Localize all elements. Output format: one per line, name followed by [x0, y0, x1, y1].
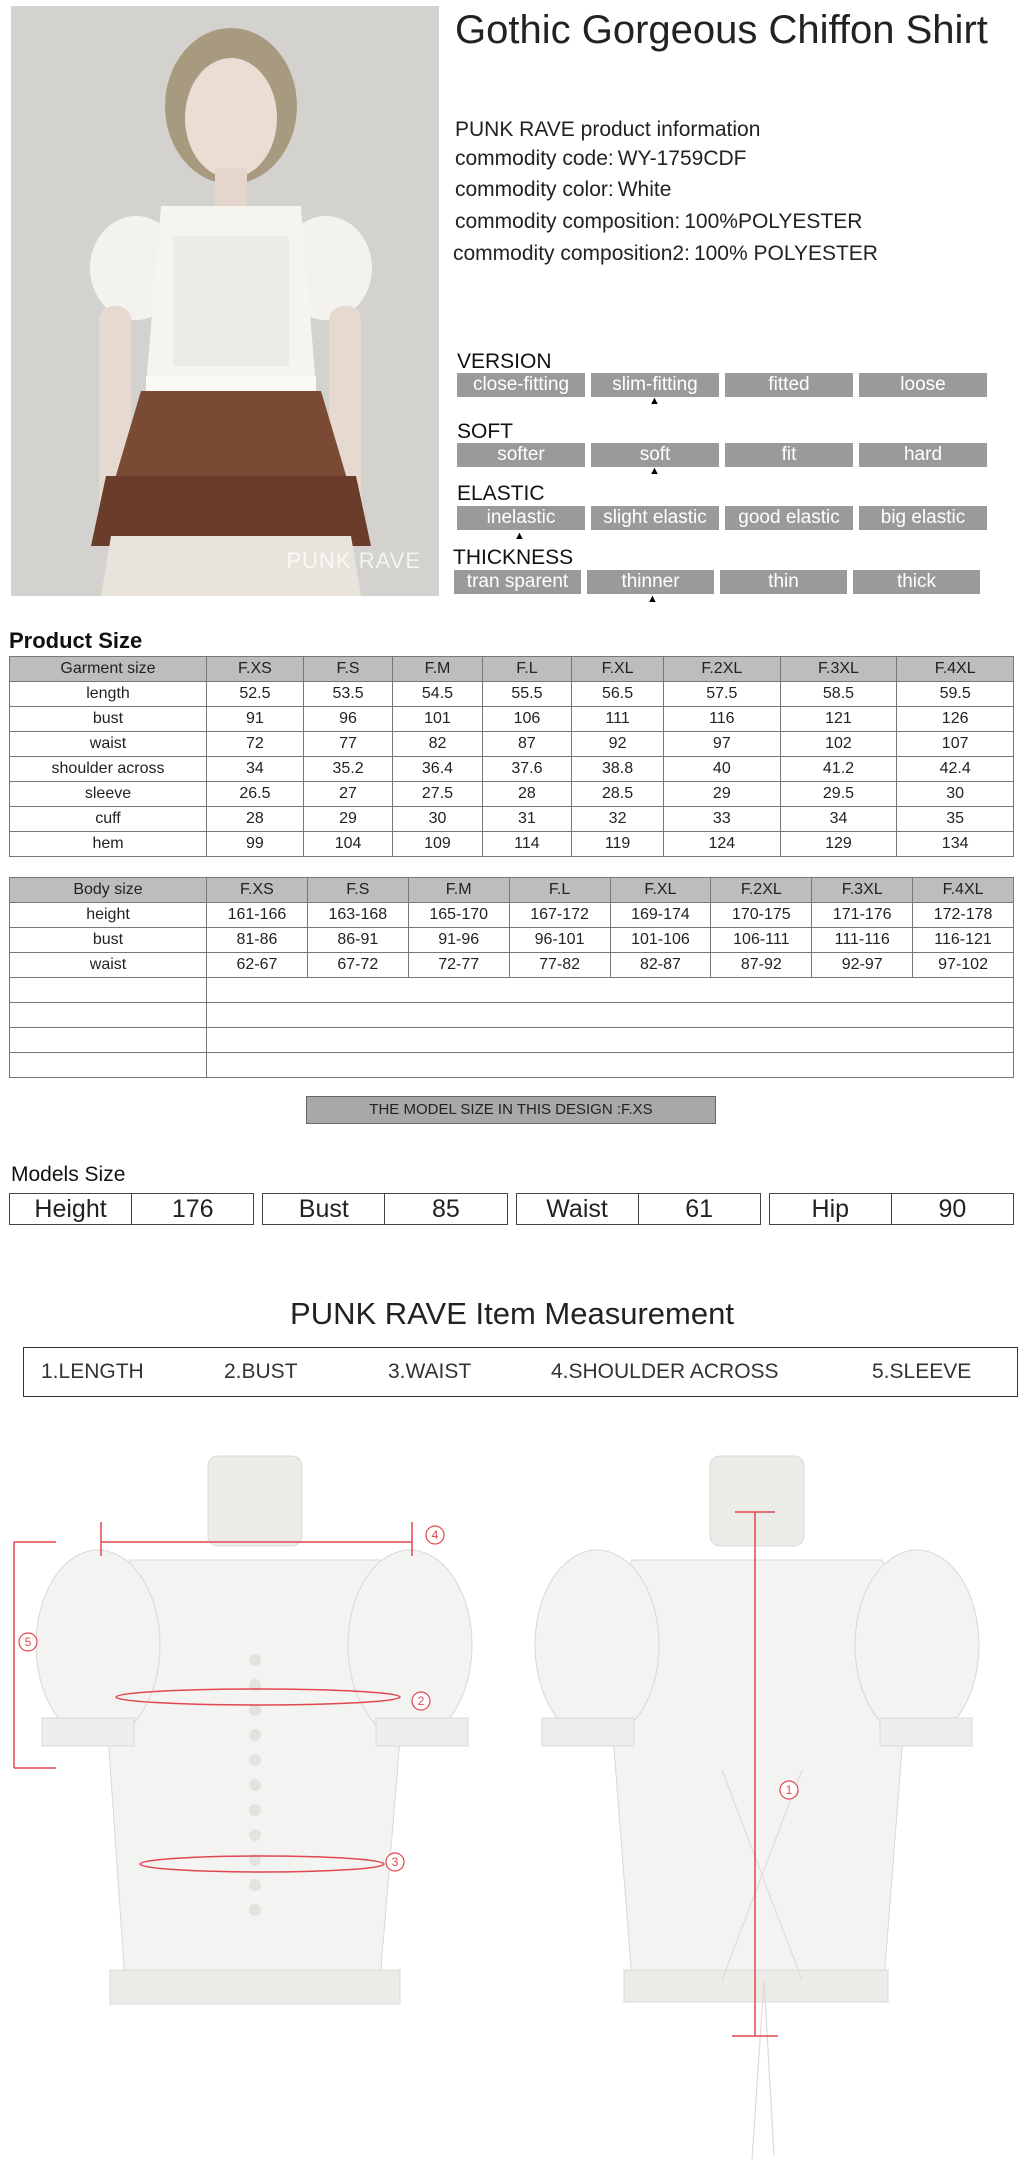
table-row — [10, 732, 1014, 757]
measurement-item: 3.WAIST — [388, 1360, 472, 1383]
table-cell: 27.5 — [393, 782, 482, 807]
table-cell: 124 — [664, 832, 781, 857]
table-cell: 167-172 — [509, 903, 610, 928]
table-cell: bust — [10, 707, 207, 732]
table-cell: 96-101 — [509, 928, 610, 953]
table-header-cell: F.XS — [207, 878, 308, 903]
table-header-cell: F.XL — [610, 878, 711, 903]
soft-option: fit — [725, 443, 853, 467]
info-heading: PUNK RAVE product information — [455, 118, 761, 141]
table-cell: 42.4 — [897, 757, 1014, 782]
table-row — [10, 707, 1014, 732]
table-header-cell: Body size — [10, 878, 207, 903]
table-header-cell: F.3XL — [812, 878, 913, 903]
table-cell: 86-91 — [307, 928, 408, 953]
thickness-option: thick — [853, 570, 980, 594]
table-cell: 104 — [303, 832, 392, 857]
table-row — [10, 928, 1014, 953]
table-cell: shoulder across — [10, 757, 207, 782]
table-row — [10, 832, 1014, 857]
table-cell: 171-176 — [812, 903, 913, 928]
empty-row — [10, 1003, 1014, 1028]
table-cell: 102 — [780, 732, 897, 757]
table-cell: 107 — [897, 732, 1014, 757]
table-cell: 81-86 — [207, 928, 308, 953]
models-size-row — [9, 1193, 1014, 1225]
measurement-item: 5.SLEEVE — [872, 1360, 972, 1383]
version-indicator-icon: ▲ — [649, 395, 660, 407]
models-size-heading: Models Size — [11, 1163, 126, 1186]
table-cell: 92 — [572, 732, 664, 757]
table-cell: 172-178 — [913, 903, 1014, 928]
measurement-legend — [23, 1347, 1018, 1397]
table-cell: 52.5 — [207, 682, 304, 707]
elastic-label: ELASTIC — [457, 482, 545, 505]
table-cell: 58.5 — [780, 682, 897, 707]
soft-option: soft — [591, 443, 719, 467]
table-cell: waist — [10, 953, 207, 978]
table-cell: 33 — [664, 807, 781, 832]
product-title: Gothic Gorgeous Chiffon Shirt — [455, 8, 988, 52]
version-scale — [457, 373, 987, 397]
measurement-item: 2.BUST — [224, 1360, 298, 1383]
table-cell: 82 — [393, 732, 482, 757]
table-cell: 101-106 — [610, 928, 711, 953]
table-cell: 126 — [897, 707, 1014, 732]
model-measure-value: 85 — [432, 1195, 460, 1223]
table-cell: 134 — [897, 832, 1014, 857]
table-cell: 111-116 — [812, 928, 913, 953]
model-measure — [516, 1193, 761, 1225]
model-measure — [9, 1193, 254, 1225]
table-row — [10, 757, 1014, 782]
thickness-label: THICKNESS — [453, 546, 574, 569]
table-header-cell: F.4XL — [897, 657, 1014, 682]
table-cell: 32 — [572, 807, 664, 832]
table-cell: 56.5 — [572, 682, 664, 707]
table-cell: 31 — [482, 807, 571, 832]
table-cell: sleeve — [10, 782, 207, 807]
table-cell: 59.5 — [897, 682, 1014, 707]
table-header-cell: F.M — [393, 657, 482, 682]
table-cell: 40 — [664, 757, 781, 782]
table-header-cell: F.M — [408, 878, 509, 903]
model-measure-label: Hip — [770, 1194, 892, 1224]
commodity-code — [455, 147, 747, 171]
table-cell: 30 — [393, 807, 482, 832]
table-cell: 99 — [207, 832, 304, 857]
table-cell: 34 — [780, 807, 897, 832]
table-cell: 87-92 — [711, 953, 812, 978]
table-cell: 101 — [393, 707, 482, 732]
table-row — [10, 953, 1014, 978]
color-label: commodity color: — [455, 178, 614, 201]
table-header-cell: F.4XL — [913, 878, 1014, 903]
model-measure-value: 61 — [685, 1195, 714, 1223]
marker-4: 4 — [431, 1528, 439, 1542]
commodity-color — [455, 178, 671, 202]
table-cell: 109 — [393, 832, 482, 857]
model-measure-label: Height — [10, 1194, 132, 1224]
table-cell: 26.5 — [207, 782, 304, 807]
model-measure — [769, 1193, 1014, 1225]
thickness-option: tran sparent — [454, 570, 581, 594]
table-cell: 169-174 — [610, 903, 711, 928]
comp2-value: 100% POLYESTER — [693, 242, 878, 265]
table-cell: 82-87 — [610, 953, 711, 978]
table-cell: height — [10, 903, 207, 928]
table-cell: 92-97 — [812, 953, 913, 978]
table-cell: 28.5 — [572, 782, 664, 807]
table-cell: 54.5 — [393, 682, 482, 707]
soft-indicator-icon: ▲ — [649, 465, 660, 477]
empty-row — [10, 1053, 1014, 1078]
table-header-row — [10, 878, 1014, 903]
table-cell: 77-82 — [509, 953, 610, 978]
table-cell: waist — [10, 732, 207, 757]
elastic-option: good elastic — [725, 506, 853, 530]
table-header-cell: F.L — [482, 657, 571, 682]
measurement-title: PUNK RAVE Item Measurement — [290, 1296, 734, 1331]
model-measure-label: Waist — [517, 1194, 639, 1224]
elastic-option: big elastic — [859, 506, 987, 530]
measurement-item: 1.LENGTH — [41, 1360, 144, 1383]
table-cell: 165-170 — [408, 903, 509, 928]
table-cell: hem — [10, 832, 207, 857]
table-cell: 72 — [207, 732, 304, 757]
soft-option: softer — [457, 443, 585, 467]
table-cell: 72-77 — [408, 953, 509, 978]
color-value: White — [617, 178, 672, 201]
table-cell: 29.5 — [780, 782, 897, 807]
table-row — [10, 807, 1014, 832]
version-label: VERSION — [457, 350, 552, 373]
table-row — [10, 782, 1014, 807]
garment-size-table — [9, 656, 1014, 857]
commodity-composition — [455, 210, 862, 234]
table-cell: 91 — [207, 707, 304, 732]
table-cell: 129 — [780, 832, 897, 857]
table-cell: 91-96 — [408, 928, 509, 953]
empty-row — [10, 1028, 1014, 1053]
code-label: commodity code: — [455, 147, 614, 170]
product-photo — [11, 6, 439, 596]
table-cell: 53.5 — [303, 682, 392, 707]
measurement-item: 4.SHOULDER ACROSS — [551, 1360, 779, 1383]
table-cell: 119 — [572, 832, 664, 857]
table-header-cell: F.XS — [207, 657, 304, 682]
watermark: PUNK RAVE — [286, 548, 421, 573]
version-option: loose — [859, 373, 987, 397]
table-cell: 170-175 — [711, 903, 812, 928]
table-cell: 30 — [897, 782, 1014, 807]
marker-2: 2 — [417, 1694, 425, 1708]
table-cell: 35 — [897, 807, 1014, 832]
table-cell: 77 — [303, 732, 392, 757]
soft-label: SOFT — [457, 420, 513, 443]
thickness-indicator-icon: ▲ — [647, 593, 658, 605]
table-row — [10, 682, 1014, 707]
table-cell: 55.5 — [482, 682, 571, 707]
commodity-composition2 — [453, 242, 878, 266]
table-cell: 37.6 — [482, 757, 571, 782]
model-measure-label: Bust — [263, 1194, 385, 1224]
table-cell: 163-168 — [307, 903, 408, 928]
table-cell: 111 — [572, 707, 664, 732]
table-cell: 28 — [482, 782, 571, 807]
table-cell: 28 — [207, 807, 304, 832]
elastic-scale — [457, 506, 987, 530]
table-cell: 116-121 — [913, 928, 1014, 953]
code-value: WY-1759CDF — [617, 147, 747, 170]
table-header-row — [10, 657, 1014, 682]
table-cell: 106 — [482, 707, 571, 732]
thickness-option: thin — [720, 570, 847, 594]
table-header-cell: F.2XL — [664, 657, 781, 682]
table-cell: 114 — [482, 832, 571, 857]
table-cell: 57.5 — [664, 682, 781, 707]
body-size-table — [9, 877, 1014, 1078]
table-cell: 97-102 — [913, 953, 1014, 978]
table-cell: 27 — [303, 782, 392, 807]
comp-value: 100%POLYESTER — [684, 210, 863, 233]
marker-3: 3 — [391, 1855, 399, 1869]
table-header-cell: F.L — [509, 878, 610, 903]
soft-scale — [457, 443, 987, 467]
model-size-banner: THE MODEL SIZE IN THIS DESIGN :F.XS — [306, 1096, 716, 1124]
table-cell: 116 — [664, 707, 781, 732]
table-cell: 35.2 — [303, 757, 392, 782]
thickness-option: thinner — [587, 570, 714, 594]
table-cell: 38.8 — [572, 757, 664, 782]
elastic-option: inelastic — [457, 506, 585, 530]
table-header-cell: F.2XL — [711, 878, 812, 903]
marker-1: 1 — [785, 1783, 793, 1797]
table-header-cell: F.3XL — [780, 657, 897, 682]
table-row — [10, 903, 1014, 928]
table-cell: 34 — [207, 757, 304, 782]
marker-5: 5 — [24, 1635, 32, 1649]
table-cell: 29 — [664, 782, 781, 807]
elastic-option: slight elastic — [591, 506, 719, 530]
table-cell: 41.2 — [780, 757, 897, 782]
comp2-label: commodity composition2: — [453, 242, 690, 265]
table-cell: 36.4 — [393, 757, 482, 782]
empty-row — [10, 978, 1014, 1003]
table-header-cell: F.XL — [572, 657, 664, 682]
table-cell: cuff — [10, 807, 207, 832]
table-header-cell: Garment size — [10, 657, 207, 682]
thickness-scale — [454, 570, 980, 594]
table-cell: 97 — [664, 732, 781, 757]
table-cell: 121 — [780, 707, 897, 732]
elastic-indicator-icon: ▲ — [514, 530, 525, 542]
table-header-cell: F.S — [303, 657, 392, 682]
version-option: close-fitting — [457, 373, 585, 397]
table-cell: 62-67 — [207, 953, 308, 978]
table-cell: 67-72 — [307, 953, 408, 978]
table-cell: 29 — [303, 807, 392, 832]
comp-label: commodity composition: — [455, 210, 681, 233]
product-size-heading: Product Size — [9, 628, 143, 653]
soft-option: hard — [859, 443, 987, 467]
table-cell: 96 — [303, 707, 392, 732]
version-option: slim-fitting — [591, 373, 719, 397]
model-measure-value: 176 — [171, 1195, 214, 1223]
table-cell: length — [10, 682, 207, 707]
version-option: fitted — [725, 373, 853, 397]
front-garment-diagram — [0, 1440, 520, 2040]
table-cell: 87 — [482, 732, 571, 757]
back-garment-diagram — [512, 1440, 1012, 2170]
model-measure-value: 90 — [938, 1195, 967, 1223]
model-illustration — [11, 6, 439, 596]
model-measure — [262, 1193, 507, 1225]
table-cell: 106-111 — [711, 928, 812, 953]
table-cell: 161-166 — [207, 903, 308, 928]
table-cell: bust — [10, 928, 207, 953]
table-header-cell: F.S — [307, 878, 408, 903]
